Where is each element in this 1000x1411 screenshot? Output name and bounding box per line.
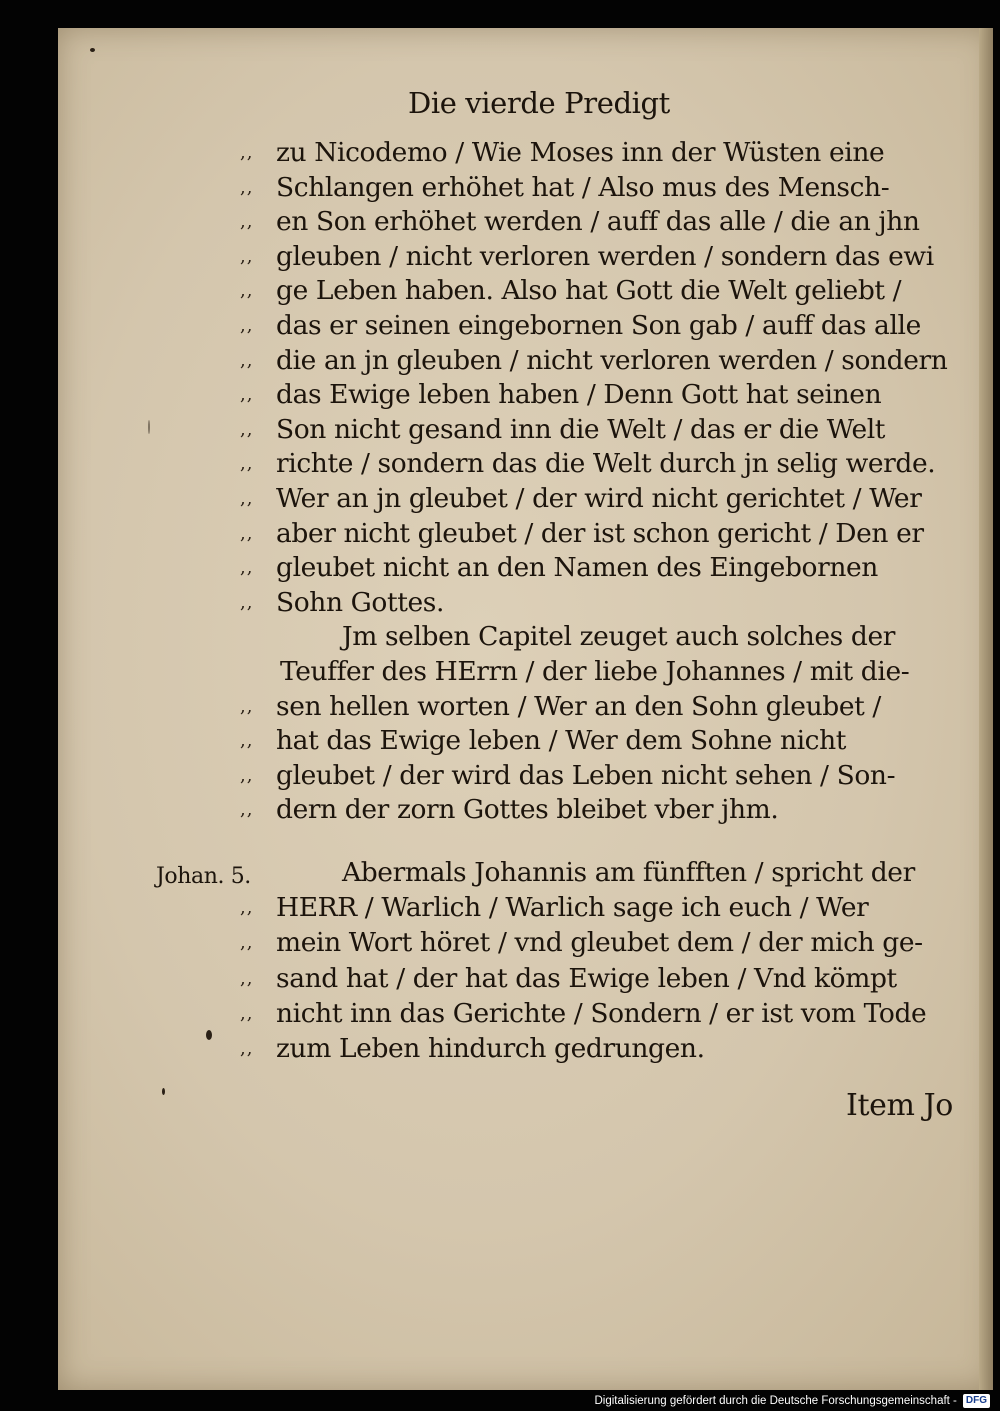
text-line: Teuffer des HErrn / der liebe Johannes / mit die- (280, 656, 910, 687)
quote-mark: ,, (240, 315, 254, 336)
quote-mark: ,, (240, 1002, 254, 1024)
text-line: Schlangen erhöhet hat / Also mus des Mensch- (276, 171, 890, 203)
text-line: aber nicht gleubet / der ist schon gericht / Den er (276, 517, 924, 549)
running-head: Die vierde Predigt (408, 86, 670, 120)
text-line: hat das Ewige leben / Wer dem Sohne nicht (276, 725, 847, 757)
ink-speck (90, 48, 95, 52)
quote-mark: ,, (240, 932, 254, 954)
text-line: Son nicht gesand inn die Welt / das er die Welt (276, 413, 886, 445)
text-line: dern der zorn Gottes bleibet vber jhm. (276, 794, 779, 826)
quote-mark: ,, (240, 730, 254, 752)
quote-mark: ,, (240, 557, 254, 579)
ink-speck (162, 1088, 165, 1095)
text-line: das er seinen eingebornen Son gab / auff das alle (276, 310, 921, 341)
text-line: zu Nicodemo / Wie Moses inn der Wüsten eine (276, 137, 885, 168)
text-line: en Son erhöhet werden / auff das alle / die an jhn (276, 206, 920, 238)
quote-mark: ,, (240, 176, 254, 198)
footer-credit (594, 1393, 990, 1409)
text-line: sen hellen worten / Wer an den Sohn gleubet / (276, 690, 881, 722)
ink-speck (148, 420, 150, 434)
text-line: mein Wort höret / vnd gleubet dem / der mich ge- (276, 927, 923, 959)
text-line: gleubet nicht an den Namen des Eingebornen (276, 552, 878, 584)
quote-mark: ,, (240, 245, 254, 267)
text-line: zum Leben hindurch gedrungen. (276, 1033, 705, 1064)
quote-mark: ,, (240, 142, 254, 163)
text-line: Wer an jn gleubet / der wird nicht gerichtet / Wer (276, 483, 922, 514)
quote-mark: ,, (240, 384, 254, 406)
text-line: gleuben / nicht verloren werden / sondern das ewi (276, 240, 934, 272)
text-line: Jm selben Capitel zeuget auch solches der (342, 621, 896, 653)
page-spine-shadow (979, 28, 993, 1390)
text-line: Abermals Johannis am fünfften / spricht der (342, 857, 915, 888)
quote-mark: ,, (240, 897, 254, 919)
quote-mark: ,, (240, 522, 254, 544)
text-line: richte / sondern das die Welt durch jn selig werde. (276, 448, 936, 480)
ink-speck (206, 1030, 212, 1040)
footer-credit-text: Digitalisierung gefördert durch die Deutsche Forschungsgemeinschaft - (594, 1395, 957, 1407)
quote-mark: ,, (240, 799, 254, 821)
text-line: sand hat / der hat das Ewige leben / Vnd kömpt (276, 962, 897, 994)
quote-mark: ,, (240, 591, 254, 613)
text-line: gleubet / der wird das Leben nicht sehen / Son- (276, 759, 896, 791)
quote-mark: ,, (240, 1038, 254, 1059)
text-line: Sohn Gottes. (276, 586, 444, 618)
quote-mark: ,, (240, 280, 254, 302)
quote-mark: ,, (240, 418, 254, 440)
text-line: HERR / Warlich / Warlich sage ich euch / Wer (276, 892, 869, 924)
quote-mark: ,, (240, 764, 254, 786)
quote-mark: ,, (240, 349, 254, 371)
catchword: Item Jo (846, 1088, 953, 1123)
quote-mark: ,, (240, 211, 254, 233)
text-line: das Ewige leben haben / Denn Gott hat seinen (276, 379, 882, 411)
margin-note: Johan. 5. (156, 864, 251, 889)
quote-mark: ,, (240, 453, 254, 475)
quote-mark: ,, (240, 695, 254, 717)
quote-mark: ,, (240, 967, 254, 989)
dfg-logo: DFG (963, 1394, 990, 1408)
text-line: die an jn gleuben / nicht verloren werden / sondern (276, 344, 948, 376)
text-line: nicht inn das Gerichte / Sondern / er ist vom Tode (276, 997, 927, 1029)
quote-mark: ,, (240, 488, 254, 509)
text-line: ge Leben haben. Also hat Gott die Welt geliebt / (276, 275, 902, 307)
